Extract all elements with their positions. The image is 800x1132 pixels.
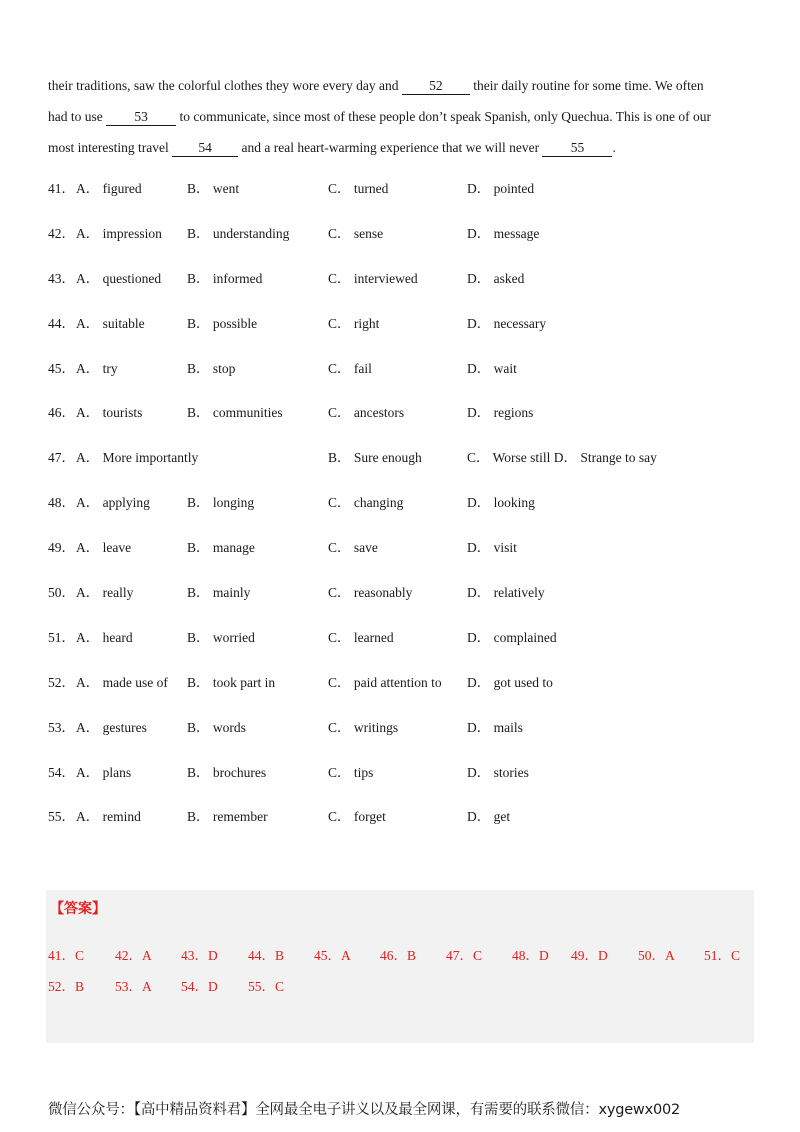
question-55 bbox=[48, 806, 768, 851]
option-b: B． communities bbox=[187, 405, 283, 421]
question-48 bbox=[48, 492, 768, 537]
question-number: 44． bbox=[48, 315, 75, 331]
option-c: C． changing bbox=[328, 495, 404, 511]
answer-item: 43．D bbox=[181, 948, 218, 963]
blank-52: 52 bbox=[402, 78, 470, 95]
question-42 bbox=[48, 223, 768, 268]
option-c: C． writings bbox=[328, 719, 399, 735]
option-a: A． made use of bbox=[76, 674, 168, 690]
option-c: C． paid attention to bbox=[328, 674, 442, 690]
question-43 bbox=[48, 268, 768, 313]
answer-item: 54．D bbox=[181, 979, 218, 994]
question-45 bbox=[48, 358, 768, 403]
option-b: B． possible bbox=[187, 315, 258, 331]
passage-text bbox=[48, 70, 758, 163]
passage-line bbox=[48, 101, 758, 132]
footer-notice: 微信公众号：【高中精品资料君】全网最全电子讲义以及最全网课，有需要的联系微信：xygewx002 bbox=[48, 1102, 681, 1118]
option-a: A． applying bbox=[76, 495, 150, 511]
question-number: 55． bbox=[48, 809, 75, 825]
option-d: D． stories bbox=[467, 764, 529, 780]
option-d: D． regions bbox=[467, 405, 534, 421]
option-a: A． plans bbox=[76, 764, 132, 780]
option-a: A． gestures bbox=[76, 719, 147, 735]
question-46 bbox=[48, 402, 768, 447]
question-list bbox=[48, 178, 768, 851]
question-53 bbox=[48, 717, 768, 762]
question-number: 53． bbox=[48, 719, 75, 735]
option-d: D． get bbox=[467, 809, 511, 825]
passage-text-segment: had to use bbox=[48, 109, 107, 124]
option-d: D． got used to bbox=[467, 674, 553, 690]
option-d: D． asked bbox=[467, 270, 525, 286]
question-number: 47． bbox=[48, 450, 75, 466]
option-b: B． Sure enough bbox=[328, 450, 422, 466]
option-d: D． wait bbox=[467, 360, 517, 376]
option-c-d: C． Worse still D． Strange to say bbox=[467, 450, 657, 466]
blank-54: 54 bbox=[172, 140, 238, 157]
option-b: B． manage bbox=[187, 540, 255, 556]
answer-item: 42．A bbox=[115, 948, 152, 963]
question-50 bbox=[48, 582, 768, 627]
question-49 bbox=[48, 537, 768, 582]
question-54 bbox=[48, 762, 768, 807]
option-b: B． went bbox=[187, 181, 240, 196]
option-d: D． message bbox=[467, 225, 540, 241]
passage-text-segment: their daily routine for some time. We often bbox=[469, 78, 704, 93]
option-d: D． looking bbox=[467, 495, 535, 511]
answer-title: 【答案】 bbox=[50, 901, 106, 917]
question-number: 52． bbox=[48, 674, 75, 690]
option-a: A． remind bbox=[76, 809, 141, 825]
option-c: C． tips bbox=[328, 764, 374, 780]
question-number: 42． bbox=[48, 225, 75, 241]
question-51 bbox=[48, 627, 768, 672]
passage-text-segment: . bbox=[612, 140, 616, 155]
option-a: A． More importantly bbox=[76, 450, 199, 466]
option-b: B． stop bbox=[187, 360, 236, 376]
blank-55: 55 bbox=[542, 140, 612, 157]
answer-item: 41．C bbox=[48, 948, 85, 963]
passage-text-segment: and a real heart-warming experience that we will never bbox=[238, 140, 543, 155]
question-number: 45． bbox=[48, 360, 75, 376]
question-number: 46． bbox=[48, 405, 75, 421]
option-a: A． questioned bbox=[76, 270, 162, 286]
answer-item: 52．B bbox=[48, 979, 85, 994]
option-c: C． learned bbox=[328, 629, 394, 645]
answer-item: 50．A bbox=[638, 948, 675, 963]
option-a: A． leave bbox=[76, 540, 132, 556]
question-number: 43． bbox=[48, 270, 75, 286]
option-d: D． pointed bbox=[467, 181, 535, 196]
option-d: D． complained bbox=[467, 629, 557, 645]
option-c: C． save bbox=[328, 540, 378, 556]
option-a: A． really bbox=[76, 585, 134, 601]
option-a: A． heard bbox=[76, 629, 133, 645]
option-b: B． informed bbox=[187, 270, 263, 286]
option-b: B． took part in bbox=[187, 674, 276, 690]
option-a: A． suitable bbox=[76, 315, 145, 331]
question-41 bbox=[48, 178, 768, 223]
passage-line bbox=[48, 70, 758, 101]
question-52 bbox=[48, 672, 768, 717]
answer-box bbox=[46, 890, 754, 1043]
option-c: C． ancestors bbox=[328, 405, 405, 421]
option-a: A． try bbox=[76, 360, 118, 376]
option-b: B． words bbox=[187, 719, 246, 735]
passage-text-segment: most interesting travel bbox=[48, 140, 173, 155]
option-d: D． visit bbox=[467, 540, 517, 556]
question-47 bbox=[48, 447, 768, 492]
answer-item: 55．C bbox=[248, 979, 285, 994]
option-c: C． reasonably bbox=[328, 585, 413, 601]
answer-item: 46．B bbox=[380, 948, 417, 963]
option-a: A． impression bbox=[76, 225, 162, 241]
blank-53: 53 bbox=[106, 109, 176, 126]
answer-item: 51．C bbox=[704, 948, 741, 963]
option-c: C． forget bbox=[328, 809, 386, 825]
passage-text-segment: their traditions, saw the colorful clothes they wore every day and bbox=[48, 78, 402, 93]
option-b: B． longing bbox=[187, 495, 255, 511]
answer-item: 45．A bbox=[314, 948, 351, 963]
answer-item: 49．D bbox=[571, 948, 608, 963]
question-44 bbox=[48, 313, 768, 358]
option-b: B． remember bbox=[187, 809, 268, 825]
question-number: 48． bbox=[48, 495, 75, 511]
answer-item: 44．B bbox=[248, 948, 285, 963]
option-c: C． turned bbox=[328, 181, 389, 196]
question-number: 49． bbox=[48, 540, 75, 556]
option-c: C． fail bbox=[328, 360, 372, 376]
option-a: A． tourists bbox=[76, 405, 143, 421]
answer-item: 48．D bbox=[512, 948, 549, 963]
question-number: 41． bbox=[48, 181, 75, 196]
option-c: C． sense bbox=[328, 225, 384, 241]
question-number: 50． bbox=[48, 585, 75, 601]
option-b: B． worried bbox=[187, 629, 255, 645]
passage-line bbox=[48, 132, 758, 163]
option-a: A． figured bbox=[76, 181, 142, 196]
passage-text-segment: to communicate, since most of these people don’t speak Spanish, only Quechua. This is one of our bbox=[176, 109, 712, 124]
option-c: C． interviewed bbox=[328, 270, 418, 286]
option-b: B． brochures bbox=[187, 764, 267, 780]
option-d: D． mails bbox=[467, 719, 523, 735]
option-b: B． mainly bbox=[187, 585, 251, 601]
option-b: B． understanding bbox=[187, 225, 290, 241]
question-number: 51． bbox=[48, 629, 75, 645]
option-c: C． right bbox=[328, 315, 380, 331]
question-number: 54． bbox=[48, 764, 75, 780]
answer-item: 47．C bbox=[446, 948, 483, 963]
answer-item: 53．A bbox=[115, 979, 152, 994]
option-d: D． relatively bbox=[467, 585, 545, 601]
option-d: D． necessary bbox=[467, 315, 547, 331]
